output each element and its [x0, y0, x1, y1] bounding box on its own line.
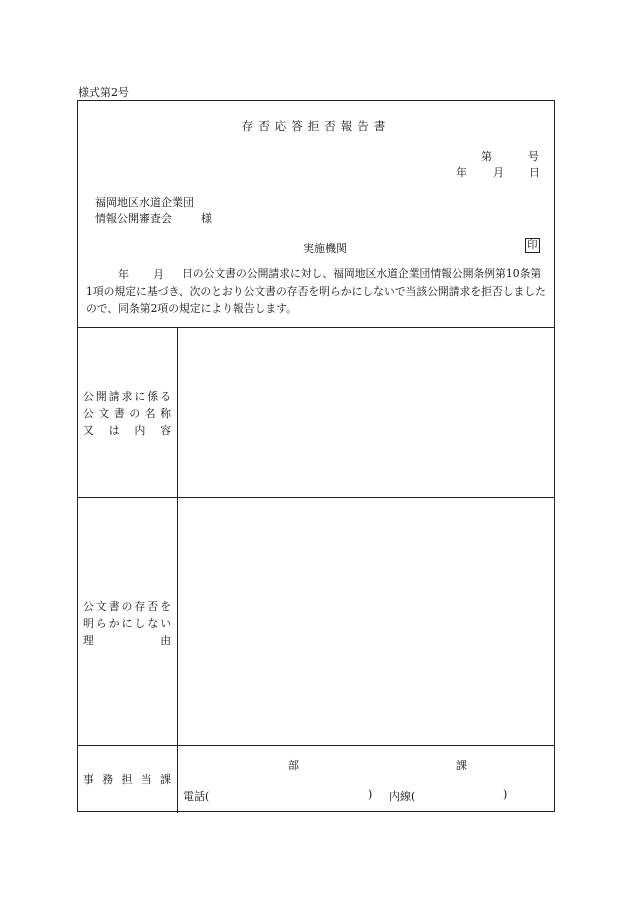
contact-section: 課 — [456, 759, 467, 772]
document-name-field[interactable] — [178, 328, 555, 497]
seal-mark — [525, 238, 540, 253]
addressee-honorific: 様 — [201, 212, 212, 225]
refusal-reason-line3: 理由 — [83, 634, 171, 647]
seal-icon: 印 — [527, 239, 538, 251]
document-name-line3: 又は内容 — [83, 424, 171, 437]
body-paragraph — [86, 265, 547, 318]
date-day: 日 — [529, 166, 540, 179]
contact-extension-label: 内線( — [389, 790, 416, 803]
implementing-agency: 実施機関 — [303, 242, 347, 255]
addressee-committee: 情報公開審査会 — [95, 212, 172, 225]
report-form — [77, 100, 555, 812]
document-name-line2: 公文書の名称 — [83, 407, 171, 420]
body-text: 日の公文書の公開請求に対し、福岡地区水道企業団情報公開条例第10条第1項の規定に基づき、次のとおり公文書の存否を明らかにしないで当該公開請求を拒否しましたので、同条第2項の規定により報告します。 — [86, 267, 546, 315]
contact-extension-close: ) — [503, 788, 508, 801]
contact-department: 部 — [288, 759, 299, 772]
document-name-label — [83, 388, 171, 439]
date-year: 年 — [456, 166, 467, 179]
number-suffix: 号 — [528, 150, 539, 163]
refusal-reason-line2: 明らかにしない — [83, 617, 171, 630]
body-month: 月 — [153, 268, 164, 281]
contact-phone-label: 電話( — [183, 790, 210, 803]
form-title: 存否応答拒否報告書 — [241, 119, 391, 133]
document-name-line1: 公開請求に係る — [83, 390, 171, 403]
addressee-organization: 福岡地区水道企業団 — [95, 196, 194, 209]
refusal-reason-line1: 公文書の存否を — [83, 600, 171, 613]
date-month: 月 — [493, 166, 504, 179]
refusal-reason-field[interactable] — [178, 498, 555, 745]
contact-label — [83, 771, 171, 788]
divider-row2 — [78, 745, 554, 746]
contact-phone-close: ) — [368, 788, 373, 801]
number-prefix: 第 — [481, 150, 492, 163]
refusal-reason-label — [83, 598, 171, 649]
body-year: 年 — [118, 268, 129, 281]
form-number: 様式第2号 — [78, 86, 129, 99]
contact-label-text: 事務担当課 — [83, 773, 171, 786]
